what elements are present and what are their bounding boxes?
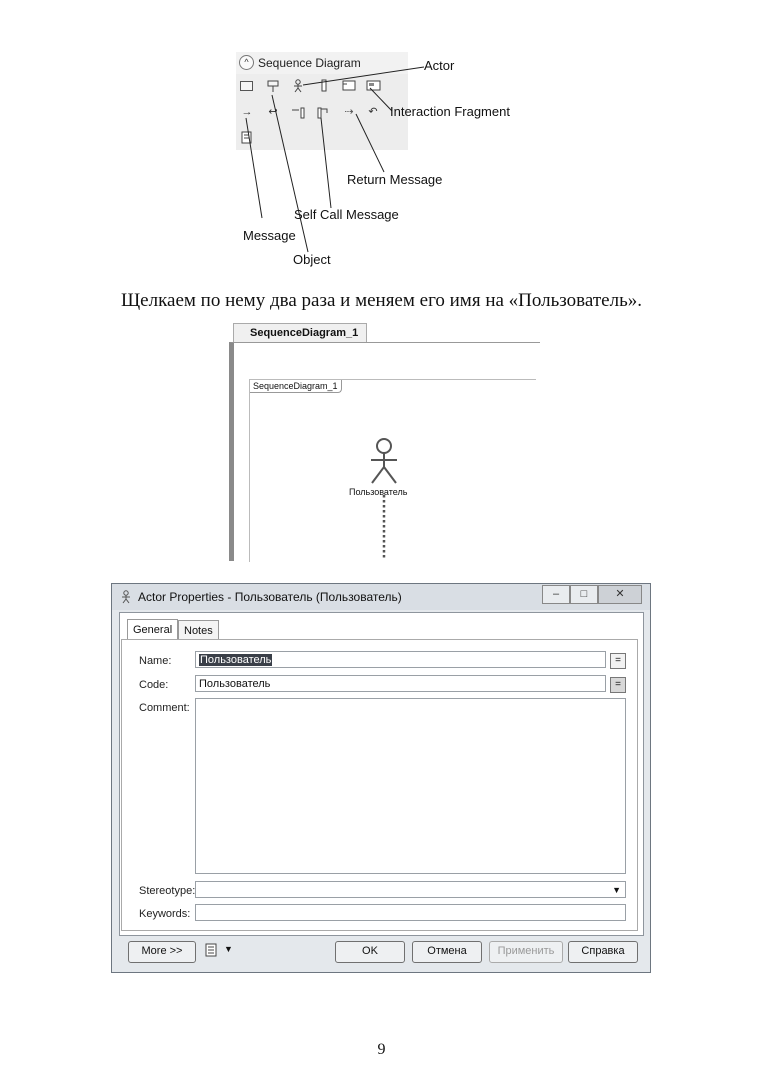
close-icon[interactable]: ✕ (598, 585, 642, 604)
label-self-call-message: Self Call Message (294, 207, 399, 222)
name-field[interactable] (195, 651, 606, 668)
actor-name-label: Пользователь (349, 487, 408, 497)
more-button[interactable]: More >> (128, 941, 196, 963)
tab-notes[interactable]: Notes (178, 620, 219, 641)
code-label: Code: (139, 679, 169, 691)
keywords-field[interactable] (195, 904, 626, 921)
dialog-title: Actor Properties - Пользователь (Пользователь) (138, 590, 402, 604)
page-number: 9 (377, 1041, 386, 1058)
label-actor: Actor (424, 58, 455, 73)
self-message-tool-icon[interactable]: ↩ (268, 106, 278, 118)
name-equals-button[interactable]: = (610, 653, 626, 669)
print-options-icon[interactable] (204, 942, 218, 961)
stereotype-label: Stereotype: (139, 885, 196, 897)
actor-properties-dialog (111, 583, 651, 973)
callout-lines (0, 0, 763, 280)
name-label: Name: (139, 655, 172, 667)
actor-small-icon (120, 590, 132, 604)
apply-button[interactable]: Применить (489, 941, 563, 963)
tab-general[interactable]: General (127, 619, 178, 641)
comment-label: Comment: (139, 702, 190, 714)
minimize-icon[interactable]: – (542, 585, 570, 604)
print-dropdown-arrow-icon[interactable]: ▼ (224, 944, 233, 954)
stereotype-select[interactable] (195, 881, 626, 898)
cancel-button[interactable]: Отмена (412, 941, 482, 963)
diagram-tab[interactable]: SequenceDiagram_1 (233, 323, 367, 342)
name-value: Пользователь (200, 654, 272, 666)
label-return-message: Return Message (347, 172, 443, 187)
return-message-tool-icon[interactable]: ⇢ (344, 106, 354, 118)
code-equals-button[interactable]: = (610, 677, 626, 693)
maximize-icon[interactable]: □ (570, 585, 598, 604)
keywords-label: Keywords: (139, 908, 191, 920)
diagram-frame-label: SequenceDiagram_1 (250, 380, 342, 393)
self-return-message-tool-icon[interactable]: ↶ (368, 106, 378, 118)
label-object: Object (293, 252, 331, 267)
general-panel (121, 639, 638, 931)
message-tool-icon[interactable]: → (241, 106, 253, 118)
comment-textarea[interactable] (195, 698, 626, 874)
label-interaction-fragment: Interaction Fragment (390, 104, 510, 119)
toolbox-title: Sequence Diagram (258, 56, 361, 70)
dropdown-arrow-icon: ▼ (612, 885, 621, 895)
sequence-diagram-editor (229, 323, 535, 560)
code-field[interactable]: Пользователь (195, 675, 606, 692)
label-message: Message (243, 228, 296, 243)
window-controls (542, 585, 642, 603)
body-paragraph: Щелкаем по нему два раза и меняем его имя на «Пользователь». (121, 290, 642, 311)
ok-button[interactable]: OK (335, 941, 405, 963)
help-button[interactable]: Справка (568, 941, 638, 963)
dialog-titlebar[interactable] (112, 584, 650, 610)
collapse-chevron-icon[interactable]: ^ (239, 55, 254, 70)
